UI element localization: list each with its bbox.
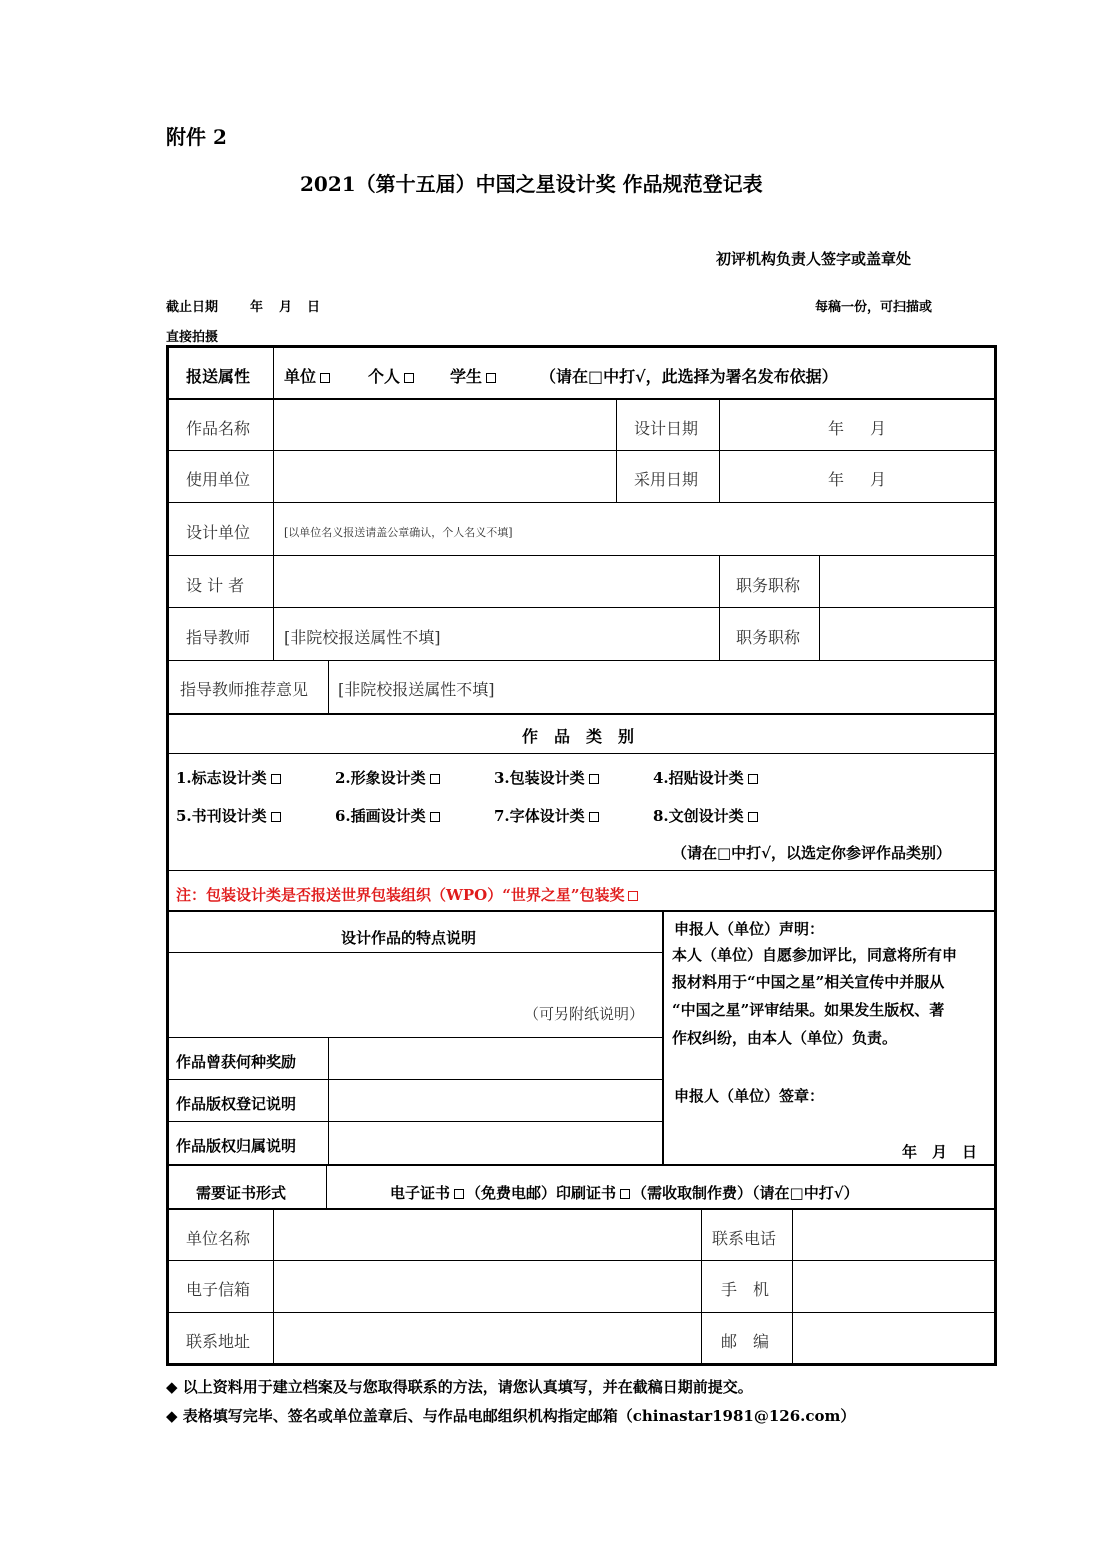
category-item-8[interactable]: 8.文创设计类: [653, 805, 758, 826]
packaging-note[interactable]: 注：包装设计类是否报送世界包装组织（WPO）“世界之星”包装奖: [176, 884, 638, 905]
designer-label: 设 计 者: [186, 576, 245, 595]
attachment-label: 附件 2: [166, 125, 227, 149]
work-name-label: 作品名称: [186, 419, 251, 438]
certificate-electronic: 电子证书: [390, 1184, 451, 1202]
checkbox-category-6[interactable]: [430, 812, 440, 822]
declaration-date: 年 月 日: [902, 1143, 978, 1161]
deadline-year: 年: [250, 300, 264, 315]
user-unit-label: 使用单位: [186, 470, 251, 489]
features-hint: （可另附纸说明）: [524, 1005, 645, 1023]
address-label: 联系地址: [186, 1332, 251, 1351]
deadline-label: 截止日期: [166, 300, 219, 315]
design-unit-hint: [以单位名义报送请盖公章确认，个人名义不填]: [284, 526, 513, 539]
recommend-hint: [非院校报送属性不填]: [338, 680, 495, 699]
certificate-label: 需要证书形式: [196, 1184, 287, 1202]
category-item-5[interactable]: 5.书刊设计类: [176, 805, 281, 826]
teacher-title-label: 职务职称: [736, 628, 801, 647]
adopt-date-month: 月: [870, 470, 887, 489]
teacher-hint: [非院校报送属性不填]: [284, 628, 441, 647]
submission-hint: （请在□中打√，此选择为署名发布依据）: [540, 367, 838, 386]
page-title: 2021（第十五届）中国之星设计奖 作品规范登记表: [300, 172, 763, 196]
category-item-6[interactable]: 6.插画设计类: [335, 805, 440, 826]
option-unit[interactable]: 单位: [284, 364, 330, 387]
copy-note-2: 直接拍摄: [166, 330, 219, 345]
checkbox-student[interactable]: [486, 373, 496, 383]
checkbox-unit[interactable]: [320, 373, 330, 383]
category-item-7[interactable]: 7.字体设计类: [494, 805, 599, 826]
features-heading: 设计作品的特点说明: [341, 929, 477, 947]
option-person[interactable]: 个人: [368, 364, 414, 387]
checkbox-category-8[interactable]: [748, 812, 758, 822]
footer-note-2: ◆ 表格填写完毕、签名或单位盖章后、与作品电邮组织机构指定邮箱（chinastar1981@126.com）: [166, 1407, 856, 1425]
deadline-day: 日: [307, 300, 321, 315]
copyright-ownership-label: 作品版权归属说明: [176, 1137, 297, 1155]
email-label: 电子信箱: [186, 1280, 251, 1299]
unit-name-label: 单位名称: [186, 1229, 251, 1248]
certificate-print-note: （需收取制作费）（请在□中打√）: [632, 1184, 859, 1202]
signature-note: 初评机构负责人签字或盖章处: [716, 250, 912, 268]
mobile-label: 手 机: [721, 1280, 770, 1299]
category-item-2[interactable]: 2.形象设计类: [335, 767, 440, 788]
designer-title-label: 职务职称: [736, 576, 801, 595]
footer-note-1: ◆ 以上资料用于建立档案及与您取得联系的方法，请您认真填写，并在截稿日期前提交。: [166, 1378, 753, 1396]
design-date-month: 月: [870, 419, 887, 438]
declaration-line-2: 报材料用于“中国之星”相关宣传中并服从: [672, 973, 945, 991]
category-item-4[interactable]: 4.招贴设计类: [653, 767, 758, 788]
checkbox-category-5[interactable]: [271, 812, 281, 822]
category-item-1[interactable]: 1.标志设计类: [176, 767, 281, 788]
category-hint: （请在□中打√，以选定你参评作品类别）: [672, 844, 952, 862]
adopt-date-label: 采用日期: [634, 470, 699, 489]
postcode-label: 邮 编: [721, 1332, 770, 1351]
category-item-3[interactable]: 3.包装设计类: [494, 767, 599, 788]
declaration-line-1: 本人（单位）自愿参加评比，同意将所有申: [672, 946, 958, 964]
checkbox-category-1[interactable]: [271, 774, 281, 784]
declaration-sign-label: 申报人（单位）签章：: [674, 1087, 825, 1105]
option-student[interactable]: 学生: [450, 364, 496, 387]
design-unit-label: 设计单位: [186, 523, 251, 542]
teacher-label: 指导教师: [186, 628, 251, 647]
design-date-label: 设计日期: [634, 419, 699, 438]
checkbox-category-4[interactable]: [748, 774, 758, 784]
checkbox-wpo[interactable]: [628, 891, 638, 901]
adopt-date-year: 年: [828, 470, 845, 489]
certificate-electronic-note: （免费电邮）印刷证书: [466, 1184, 617, 1202]
checkbox-category-3[interactable]: [589, 774, 599, 784]
declaration-line-4: 作权纠纷，由本人（单位）负责。: [672, 1029, 898, 1047]
certificate-options[interactable]: [390, 1182, 859, 1203]
copy-note: 每稿一份，可扫描或: [815, 300, 933, 315]
submission-label: 报送属性: [186, 367, 251, 386]
checkbox-category-2[interactable]: [430, 774, 440, 784]
declaration-line-3: “中国之星”评审结果。如果发生版权、著: [672, 1001, 945, 1019]
phone-label: 联系电话: [712, 1229, 777, 1248]
deadline-month: 月: [279, 300, 293, 315]
awards-label: 作品曾获何种奖励: [176, 1053, 297, 1071]
copyright-registration-label: 作品版权登记说明: [176, 1095, 297, 1113]
recommend-label: 指导教师推荐意见: [180, 680, 309, 699]
checkbox-electronic-certificate[interactable]: [454, 1189, 464, 1199]
design-date-year: 年: [828, 419, 845, 438]
checkbox-person[interactable]: [404, 373, 414, 383]
checkbox-print-certificate[interactable]: [620, 1189, 630, 1199]
declaration-title: 申报人（单位）声明：: [674, 920, 825, 938]
category-heading: 作 品 类 别: [522, 727, 635, 746]
checkbox-category-7[interactable]: [589, 812, 599, 822]
